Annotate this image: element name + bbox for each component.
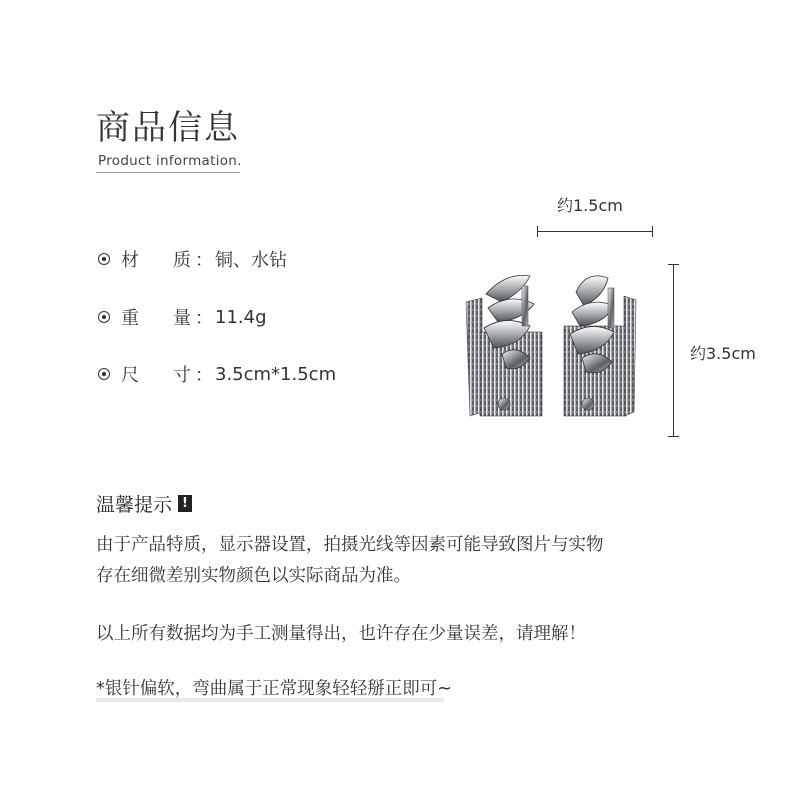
tips-title-text: 温馨提示 [96,494,173,516]
spec-key-first: 材 [121,250,139,271]
spec-value: 3.5cm*1.5cm [215,363,337,385]
page-subtitle: Product information. [98,153,242,169]
spec-key-first: 重 [121,308,139,329]
spec-key-first: 尺 [121,365,139,386]
height-dimension-tick-bottom [668,436,679,437]
tips-title [96,490,192,517]
earring-product-image [458,262,658,432]
circle-dot-bullet-icon [98,311,110,323]
subtitle-underline [96,172,240,173]
tips-measurement-note: 以上所有数据均为手工测量得出，也许存在少量误差，请理解！ [96,624,586,644]
width-dimension-label: 约1.5cm [557,196,623,215]
circle-dot-bullet-icon [98,253,110,265]
spec-value: 11.4g [215,306,267,328]
circle-dot-bullet-icon [98,368,110,380]
spec-value: 铜、水钻 [215,250,287,271]
width-dimension-tick-right [652,226,653,237]
spec-row-size [98,361,336,387]
height-dimension-label: 约3.5cm [690,344,756,363]
tips-care-note: *银针偏软，弯曲属于正常现象轻轻掰正即可~ [96,679,452,699]
page-title: 商品信息 [96,108,240,148]
height-dimension-tick-top [668,264,679,265]
left-earring [466,275,542,416]
spec-key-second: 量 [173,308,191,329]
spec-separator: ： [195,365,213,386]
spec-separator: ： [195,308,213,329]
exclamation-box-icon: ! [178,495,192,512]
spec-separator: ： [195,250,213,271]
height-dimension-line [673,265,674,437]
spec-key-second: 寸 [173,365,191,386]
width-dimension-line [537,231,653,232]
right-earring [564,276,636,416]
spec-row-material [98,246,287,272]
tips-paragraph-line-2: 存在细微差别实物颜色以实际商品为准。 [96,566,411,586]
spec-row-weight [98,304,267,330]
width-dimension-tick-left [537,226,538,237]
tips-paragraph-line-1: 由于产品特质，显示器设置，拍摄光线等因素可能导致图片与实物 [96,535,604,555]
spec-key-second: 质 [173,250,191,271]
